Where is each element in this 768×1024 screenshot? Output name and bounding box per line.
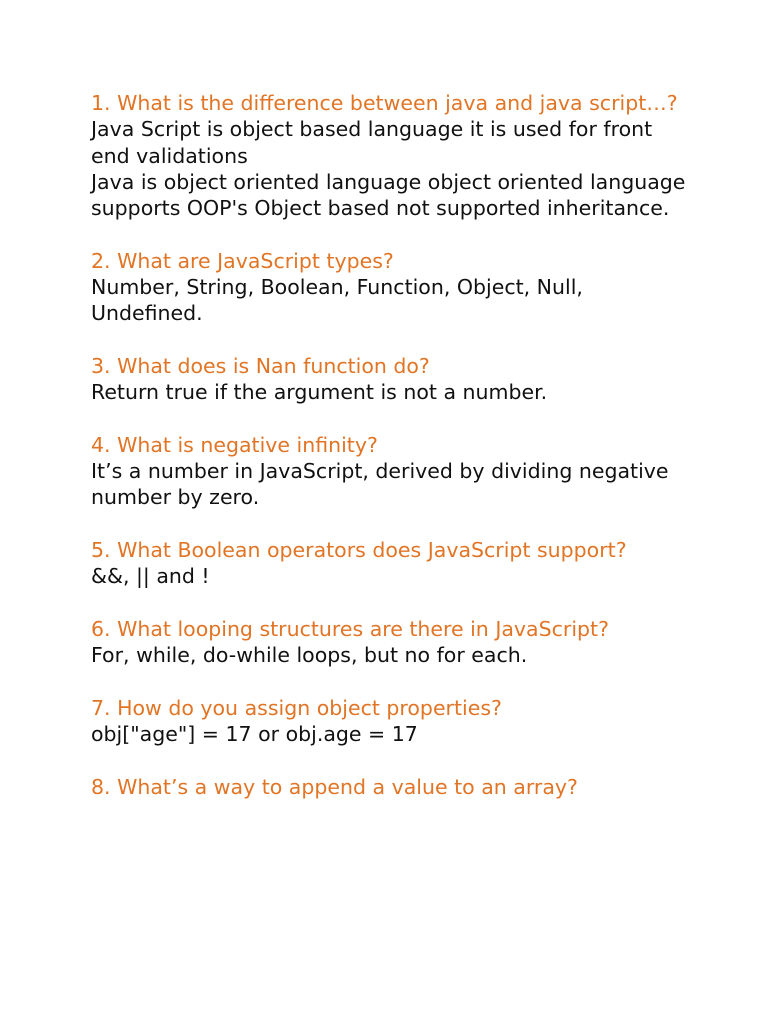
question-8: 8. What’s a way to append a value to an array? <box>91 774 578 799</box>
question-7: 7. How do you assign object properties? <box>91 695 502 720</box>
question-1: 1. What is the difference between java and java script…? <box>91 91 678 115</box>
qa-item-6 <box>91 616 691 669</box>
question-5: 5. What Boolean operators does JavaScript support? <box>91 538 627 563</box>
qa-item-8 <box>91 774 691 800</box>
answer-6: For, while, do-while loops, but no for each. <box>91 643 528 668</box>
answer-7: obj["age"] = 17 or obj.age = 17 <box>91 722 418 747</box>
answer-1a: Java Script is object based language it is used for front end validations <box>91 117 653 168</box>
question-4: 4. What is negative infinity? <box>91 432 378 457</box>
question-2: 2. What are JavaScript types? <box>91 248 394 273</box>
qa-item-3 <box>91 353 691 406</box>
answer-2: Number, String, Boolean, Function, Object, Null, Undefined. <box>91 275 583 326</box>
question-3: 3. What does is Nan function do? <box>91 353 430 378</box>
qa-item-4 <box>91 432 691 511</box>
answer-3: Return true if the argument is not a number. <box>91 380 548 405</box>
document-content <box>91 90 691 826</box>
qa-item-1 <box>91 90 691 221</box>
answer-1b: Java is object oriented language object oriented language supports OOP's Object based not supported inheritance. <box>91 169 686 221</box>
qa-item-2 <box>91 248 691 327</box>
answer-5: &&, || and ! <box>91 564 210 589</box>
question-6: 6. What looping structures are there in JavaScript? <box>91 616 609 641</box>
answer-4: It’s a number in JavaScript, derived by dividing negative number by zero. <box>91 459 669 510</box>
qa-item-7 <box>91 695 691 748</box>
qa-item-5 <box>91 537 691 590</box>
